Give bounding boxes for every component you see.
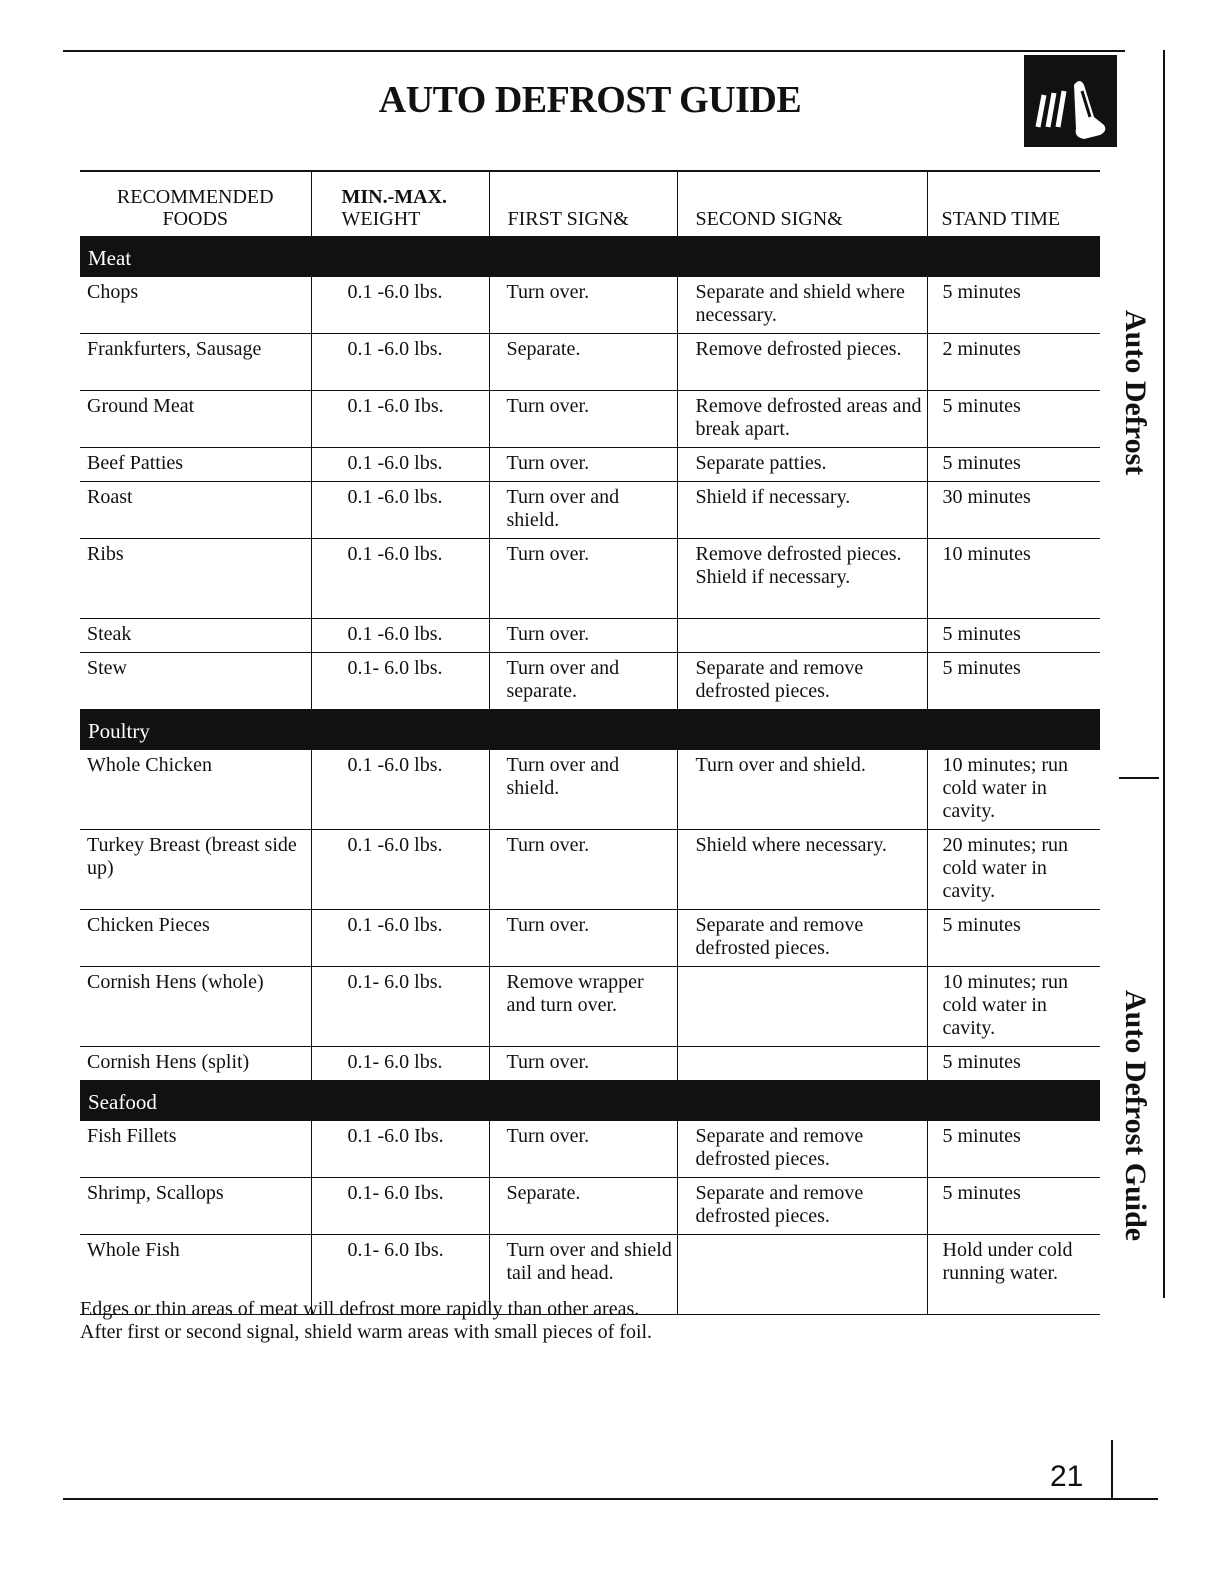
category-label: Poultry	[80, 710, 1100, 750]
second-sign-action: Separate and remove defrosted pieces.	[677, 1178, 927, 1235]
stand-time: 5 minutes	[927, 653, 1100, 710]
table-row	[80, 1121, 1100, 1178]
page-number-rule	[1111, 1440, 1113, 1498]
weight-range: 0.1 -6.0 lbs.	[311, 910, 489, 967]
table-row	[80, 334, 1100, 391]
bottom-rule	[63, 1498, 1158, 1500]
weight-range: 0.1- 6.0 Ibs.	[311, 1178, 489, 1235]
header-foods-line2: FOODS	[162, 208, 229, 230]
table-row	[80, 619, 1100, 653]
second-sign-action: Remove defrosted areas and break apart.	[677, 391, 927, 448]
first-sign-action: Turn over.	[489, 539, 677, 619]
table-row	[80, 910, 1100, 967]
weight-range: 0.1 -6.0 Ibs.	[311, 391, 489, 448]
second-sign-action	[677, 967, 927, 1047]
food-name: Chops	[80, 277, 311, 334]
second-sign-action: Remove defrosted pieces. Shield if necessary.	[677, 539, 927, 619]
first-sign-action: Turn over and shield.	[489, 482, 677, 539]
second-sign-action	[677, 619, 927, 653]
second-sign-action	[677, 1047, 927, 1081]
table-header-row	[80, 171, 1100, 237]
first-sign-action: Turn over.	[489, 1047, 677, 1081]
stand-time: 5 minutes	[927, 1121, 1100, 1178]
stand-time: 10 minutes; run cold water in cavity.	[927, 750, 1100, 830]
table-row	[80, 277, 1100, 334]
weight-range: 0.1 -6.0 lbs.	[311, 482, 489, 539]
second-sign-action: Separate patties.	[677, 448, 927, 482]
table-row	[80, 482, 1100, 539]
first-sign-action: Turn over.	[489, 277, 677, 334]
hand-pointer-icon	[1024, 55, 1117, 147]
second-sign-action: Separate and remove defrosted pieces.	[677, 910, 927, 967]
header-weight-line2: WEIGHT	[341, 208, 421, 230]
weight-range: 0.1 -6.0 lbs.	[311, 619, 489, 653]
table-row	[80, 750, 1100, 830]
food-name: Turkey Breast (breast side up)	[80, 830, 311, 910]
weight-range: 0.1 -6.0 lbs.	[311, 539, 489, 619]
stand-time: 5 minutes	[927, 1178, 1100, 1235]
food-name: Chicken Pieces	[80, 910, 311, 967]
page-title: AUTO DEFROST GUIDE	[378, 79, 802, 121]
weight-range: 0.1- 6.0 lbs.	[311, 653, 489, 710]
stand-time: 5 minutes	[927, 619, 1100, 653]
food-name: Ribs	[80, 539, 311, 619]
food-name: Roast	[80, 482, 311, 539]
first-sign-action: Turn over.	[489, 1121, 677, 1178]
food-name: Ground Meat	[80, 391, 311, 448]
category-label: Seafood	[80, 1081, 1100, 1121]
stand-time: 10 minutes	[927, 539, 1100, 619]
weight-range: 0.1 -6.0 lbs.	[311, 750, 489, 830]
second-sign-action: Separate and remove defrosted pieces.	[677, 1121, 927, 1178]
first-sign-action: Turn over.	[489, 448, 677, 482]
food-name: Shrimp, Scallops	[80, 1178, 311, 1235]
weight-range: 0.1 -6.0 lbs.	[311, 277, 489, 334]
food-name: Cornish Hens (whole)	[80, 967, 311, 1047]
table-row	[80, 448, 1100, 482]
weight-range: 0.1 -6.0 Ibs.	[311, 1121, 489, 1178]
weight-range: 0.1 -6.0 lbs.	[311, 830, 489, 910]
weight-range: 0.1- 6.0 lbs.	[311, 1047, 489, 1081]
second-sign-action: Shield if necessary.	[677, 482, 927, 539]
weight-range: 0.1 -6.0 lbs.	[311, 448, 489, 482]
first-sign-action: Turn over.	[489, 830, 677, 910]
category-row-meat	[80, 237, 1100, 277]
first-sign-action: Remove wrapper and turn over.	[489, 967, 677, 1047]
stand-time: 5 minutes	[927, 910, 1100, 967]
food-name: Frankfurters, Sausage	[80, 334, 311, 391]
weight-range: 0.1 -6.0 lbs.	[311, 334, 489, 391]
header-stand-time: STAND TIME	[927, 171, 1100, 237]
second-sign-action	[677, 1235, 927, 1315]
category-label: Meat	[80, 237, 1100, 277]
first-sign-action: Separate.	[489, 1178, 677, 1235]
stand-time: 20 minutes; run cold water in cavity.	[927, 830, 1100, 910]
food-name: Whole Fish	[80, 1235, 311, 1315]
table-row	[80, 391, 1100, 448]
first-sign-action: Turn over.	[489, 391, 677, 448]
right-margin-tick	[1119, 777, 1159, 779]
stand-time: 2 minutes	[927, 334, 1100, 391]
food-name: Beef Patties	[80, 448, 311, 482]
weight-range: 0.1- 6.0 lbs.	[311, 967, 489, 1047]
first-sign-action: Turn over and shield tail and head.	[489, 1235, 677, 1315]
second-sign-action: Turn over and shield.	[677, 750, 927, 830]
food-name: Fish Fillets	[80, 1121, 311, 1178]
header-weight	[311, 171, 489, 237]
stand-time: 5 minutes	[927, 277, 1100, 334]
page-number: 21	[1050, 1460, 1084, 1493]
first-sign-action: Turn over and shield.	[489, 750, 677, 830]
footnote: Edges or thin areas of meat will defrost more rapidly than other areas.	[80, 1298, 640, 1320]
right-margin-rule	[1163, 50, 1165, 1298]
stand-time: Hold under cold running water.	[927, 1235, 1100, 1315]
second-sign-action: Separate and shield where necessary.	[677, 277, 927, 334]
header-foods	[80, 171, 311, 237]
weight-range: 0.1- 6.0 Ibs.	[311, 1235, 489, 1315]
table-row	[80, 1178, 1100, 1235]
table-row	[80, 539, 1100, 619]
stand-time: 5 minutes	[927, 1047, 1100, 1081]
table-row	[80, 1047, 1100, 1081]
stand-time: 5 minutes	[927, 391, 1100, 448]
footnotes	[80, 1298, 652, 1344]
second-sign-action: Remove defrosted pieces.	[677, 334, 927, 391]
defrost-guide-table	[80, 170, 1100, 1315]
header-second-sign: SECOND SIGN&	[677, 171, 927, 237]
table-row	[80, 830, 1100, 910]
stand-time: 10 minutes; run cold water in cavity.	[927, 967, 1100, 1047]
food-name: Steak	[80, 619, 311, 653]
first-sign-action: Turn over.	[489, 619, 677, 653]
top-rule	[63, 50, 1125, 52]
side-tab-label: Auto Defrost	[1119, 310, 1152, 476]
first-sign-action: Turn over and separate.	[489, 653, 677, 710]
food-name: Cornish Hens (split)	[80, 1047, 311, 1081]
header-foods-line1: RECOMMENDED	[116, 186, 274, 208]
footnote: After first or second signal, shield warm areas with small pieces of foil.	[80, 1321, 653, 1343]
category-row-seafood	[80, 1081, 1100, 1121]
second-sign-action: Separate and remove defrosted pieces.	[677, 653, 927, 710]
stand-time: 30 minutes	[927, 482, 1100, 539]
category-row-poultry	[80, 710, 1100, 750]
header-weight-line1: MIN.-MAX.	[341, 186, 448, 208]
first-sign-action: Separate.	[489, 334, 677, 391]
food-name: Stew	[80, 653, 311, 710]
table-row	[80, 967, 1100, 1047]
second-sign-action: Shield where necessary.	[677, 830, 927, 910]
first-sign-action: Turn over.	[489, 910, 677, 967]
stand-time: 5 minutes	[927, 448, 1100, 482]
header-first-sign: FIRST SIGN&	[489, 171, 677, 237]
table-row	[80, 653, 1100, 710]
side-tab-label: Auto Defrost Guide	[1119, 990, 1152, 1242]
food-name: Whole Chicken	[80, 750, 311, 830]
